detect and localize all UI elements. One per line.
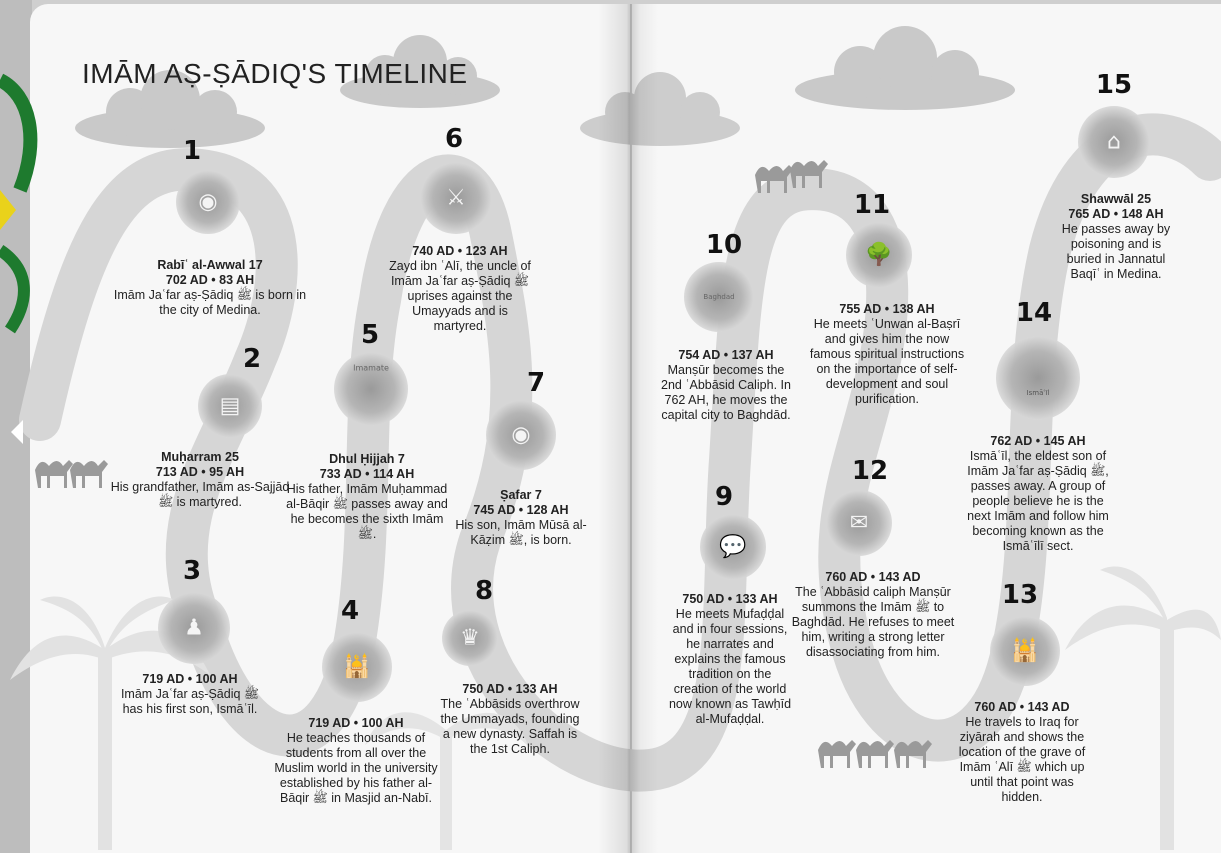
ribbon-yellow: [0, 190, 16, 230]
mosque-icon: 🕌: [322, 632, 392, 702]
event-7-text: Ṣafar 7 745 AD • 128 AH His son, Imām Mūsā al-Kāẓim ﷺ, is born.: [455, 488, 587, 547]
shrine-icon: 🕌: [990, 616, 1060, 686]
event-2-text: Muḥarram 25 713 AD • 95 AH His grandfather, Imām as-Sajjād ﷺ is martyred.: [110, 450, 290, 509]
cloud-right: [795, 26, 1015, 110]
event-number-14: 14: [1015, 298, 1053, 328]
page-title: IMĀM AṢ-ṢĀDIQ'S TIMELINE: [82, 58, 468, 89]
family-icon: ♟: [158, 592, 230, 664]
event-number-6: 6: [444, 124, 464, 154]
event-number-11: 11: [853, 190, 891, 220]
event-13-text: 760 AD • 143 AD He travels to Iraq for ziyārah and shows the location of the grave of Imām ʿAlī ﷺ which up until that point was hidden.: [958, 700, 1086, 804]
people-icon: Ismāʿīl: [996, 336, 1080, 420]
event-15-text: Shawwāl 25 765 AD • 148 AH He passes away by poisoning and is buried in Jannatul Baqīʿ in Medina.: [1061, 192, 1171, 281]
tree-icon: 🌳: [846, 222, 912, 288]
event-number-10: 10: [705, 230, 743, 260]
event-number-9: 9: [714, 482, 734, 512]
ribbon-decoration-2: [0, 250, 24, 330]
event-number-4: 4: [340, 596, 360, 626]
sword-icon: ⚔: [420, 162, 492, 234]
grave-icon: ▤: [198, 374, 262, 438]
event-6-text: 740 AD • 123 AH Zayd ibn ʿAlī, the uncle of Imām Jaʿfar aṣ-Ṣādiq ﷺ uprises against the Umayyads and is martyred.: [389, 244, 531, 333]
camel-caravan-bottom: [818, 740, 932, 768]
map-icon: Baghdad: [684, 262, 754, 332]
ribbon-decoration: [0, 80, 30, 190]
event-number-13: 13: [1001, 580, 1039, 610]
event-10-text: 754 AD • 137 AH Manṣūr becomes the 2nd ʿAbbāsid Caliph. In 762 AH, he moves the capital city to Baghdād.: [661, 348, 791, 422]
event-9-text: 750 AD • 133 AH He meets Mufaḍḍal and in four sessions, he narrates and explains the famous tradition on the creation of the world now known as Tawḥīd al-Mufaḍḍal.: [668, 592, 792, 726]
letter-icon: ✉: [826, 490, 892, 556]
event-5-text: Dhul Ḥijjah 7 733 AD • 114 AH His father, Imām Muḥammad al-Bāqir ﷺ passes away and he becomes the sixth Imām ﷺ.: [286, 452, 448, 541]
baby-icon-2: ◉: [486, 400, 556, 470]
event-number-3: 3: [182, 556, 202, 586]
cloud-gutter: [580, 72, 740, 146]
event-number-2: 2: [242, 344, 262, 374]
event-number-8: 8: [474, 576, 494, 606]
tomb-icon: ⌂: [1078, 106, 1150, 178]
previous-page-arrow-icon[interactable]: [11, 420, 23, 444]
event-1-text: Rabīʿ al-Awwal 17 702 AD • 83 AH Imām Jaʿfar aṣ-Ṣādiq ﷺ is born in the city of Medina.: [113, 258, 307, 317]
baby-icon: ◉: [176, 170, 240, 234]
imam-icon: Imamate: [334, 352, 408, 426]
crown-icon: ♛: [442, 610, 498, 666]
event-number-7: 7: [526, 368, 546, 398]
event-number-5: 5: [360, 320, 380, 350]
event-number-12: 12: [851, 456, 889, 486]
event-4-text: 719 AD • 100 AH He teaches thousands of students from all over the Muslim world in the university established by his father al-Bāqir ﷺ in Masjid an-Nabī.: [274, 716, 438, 805]
event-3-text: 719 AD • 100 AH Imām Jaʿfar aṣ-Ṣādiq ﷺ has his first son, Ismāʿīl.: [120, 672, 260, 716]
event-number-1: 1: [182, 136, 202, 166]
event-12-text: 760 AD • 143 AD The ʿAbbāsid caliph Manṣūr summons the Imām ﷺ to Baghdād. He refuses to meet him, writing a strong letter disassociating from him.: [791, 570, 955, 659]
event-8-text: 750 AD • 133 AH The ʿAbbāsids overthrow the Ummayads, founding a new dynasty. Saffah is the 1st Caliph.: [440, 682, 580, 756]
camel-caravan-left: [35, 460, 108, 488]
event-11-text: 755 AD • 138 AH He meets ʿUnwan al-Baṣrī and gives him the now famous spiritual instructions on the importance of self-development and soul purification.: [809, 302, 965, 406]
event-number-15: 15: [1095, 70, 1133, 100]
speech-icon: 💬: [700, 514, 766, 580]
event-14-text: 762 AD • 145 AH Ismāʿīl, the eldest son of Imām Jaʿfar aṣ-Ṣādiq ﷺ, passes away. A group of people believe he is the next Imām and follow him becoming known as the Ismāʿīlī sect.: [967, 434, 1109, 553]
